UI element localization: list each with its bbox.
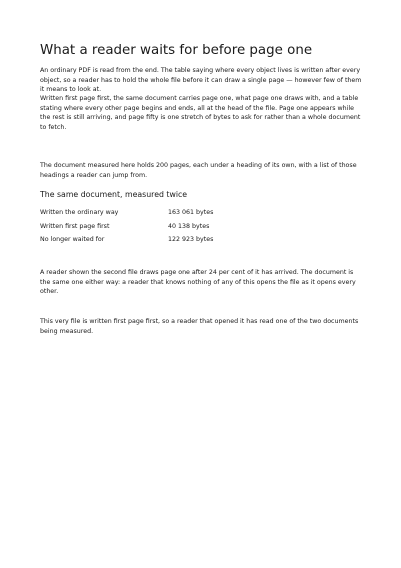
- document-description-paragraph: The document measured here holds 200 pages, each under a heading of its own, with a list of those headings a reader can jump from.: [40, 162, 357, 179]
- row-value: 122 923 bytes: [168, 236, 214, 244]
- result-paragraph: A reader shown the second file draws page one after 24 per cent of it has arrived. The document is the same one either way: a reader that knows nothing of any of this opens the file as it opens every other.: [40, 269, 356, 295]
- first-page-first-paragraph: Written first page first, the same document carries page one, what page one draws with, and a table stating where every other page begins and ends, all at the head of the file. Page one appears while the rest is still arriving, and page fifty is one stretch of bytes to ask for rather than a whole document to fetch.: [40, 95, 361, 131]
- table-row: [40, 233, 213, 247]
- row-label: Written the ordinary way: [40, 209, 119, 217]
- table-row: [40, 220, 213, 234]
- row-value: 163 061 bytes: [168, 209, 214, 217]
- table-row: [40, 206, 213, 220]
- measurement-table: [40, 206, 213, 247]
- intro-paragraph: An ordinary PDF is read from the end. The table saying where every object lives is written after every object, so a reader has to hold the whole file before it can draw a single page — however few of them it means to look at.: [40, 67, 362, 93]
- row-label: No longer waited for: [40, 236, 105, 244]
- closing-paragraph: This very file is written first page first, so a reader that opened it has read one of the two documents being measured.: [40, 318, 359, 335]
- row-label: Written first page first: [40, 222, 110, 230]
- page-title: What a reader waits for before page one: [40, 43, 313, 58]
- table-heading: The same document, measured twice: [40, 190, 188, 199]
- row-value: 40 138 bytes: [168, 222, 210, 230]
